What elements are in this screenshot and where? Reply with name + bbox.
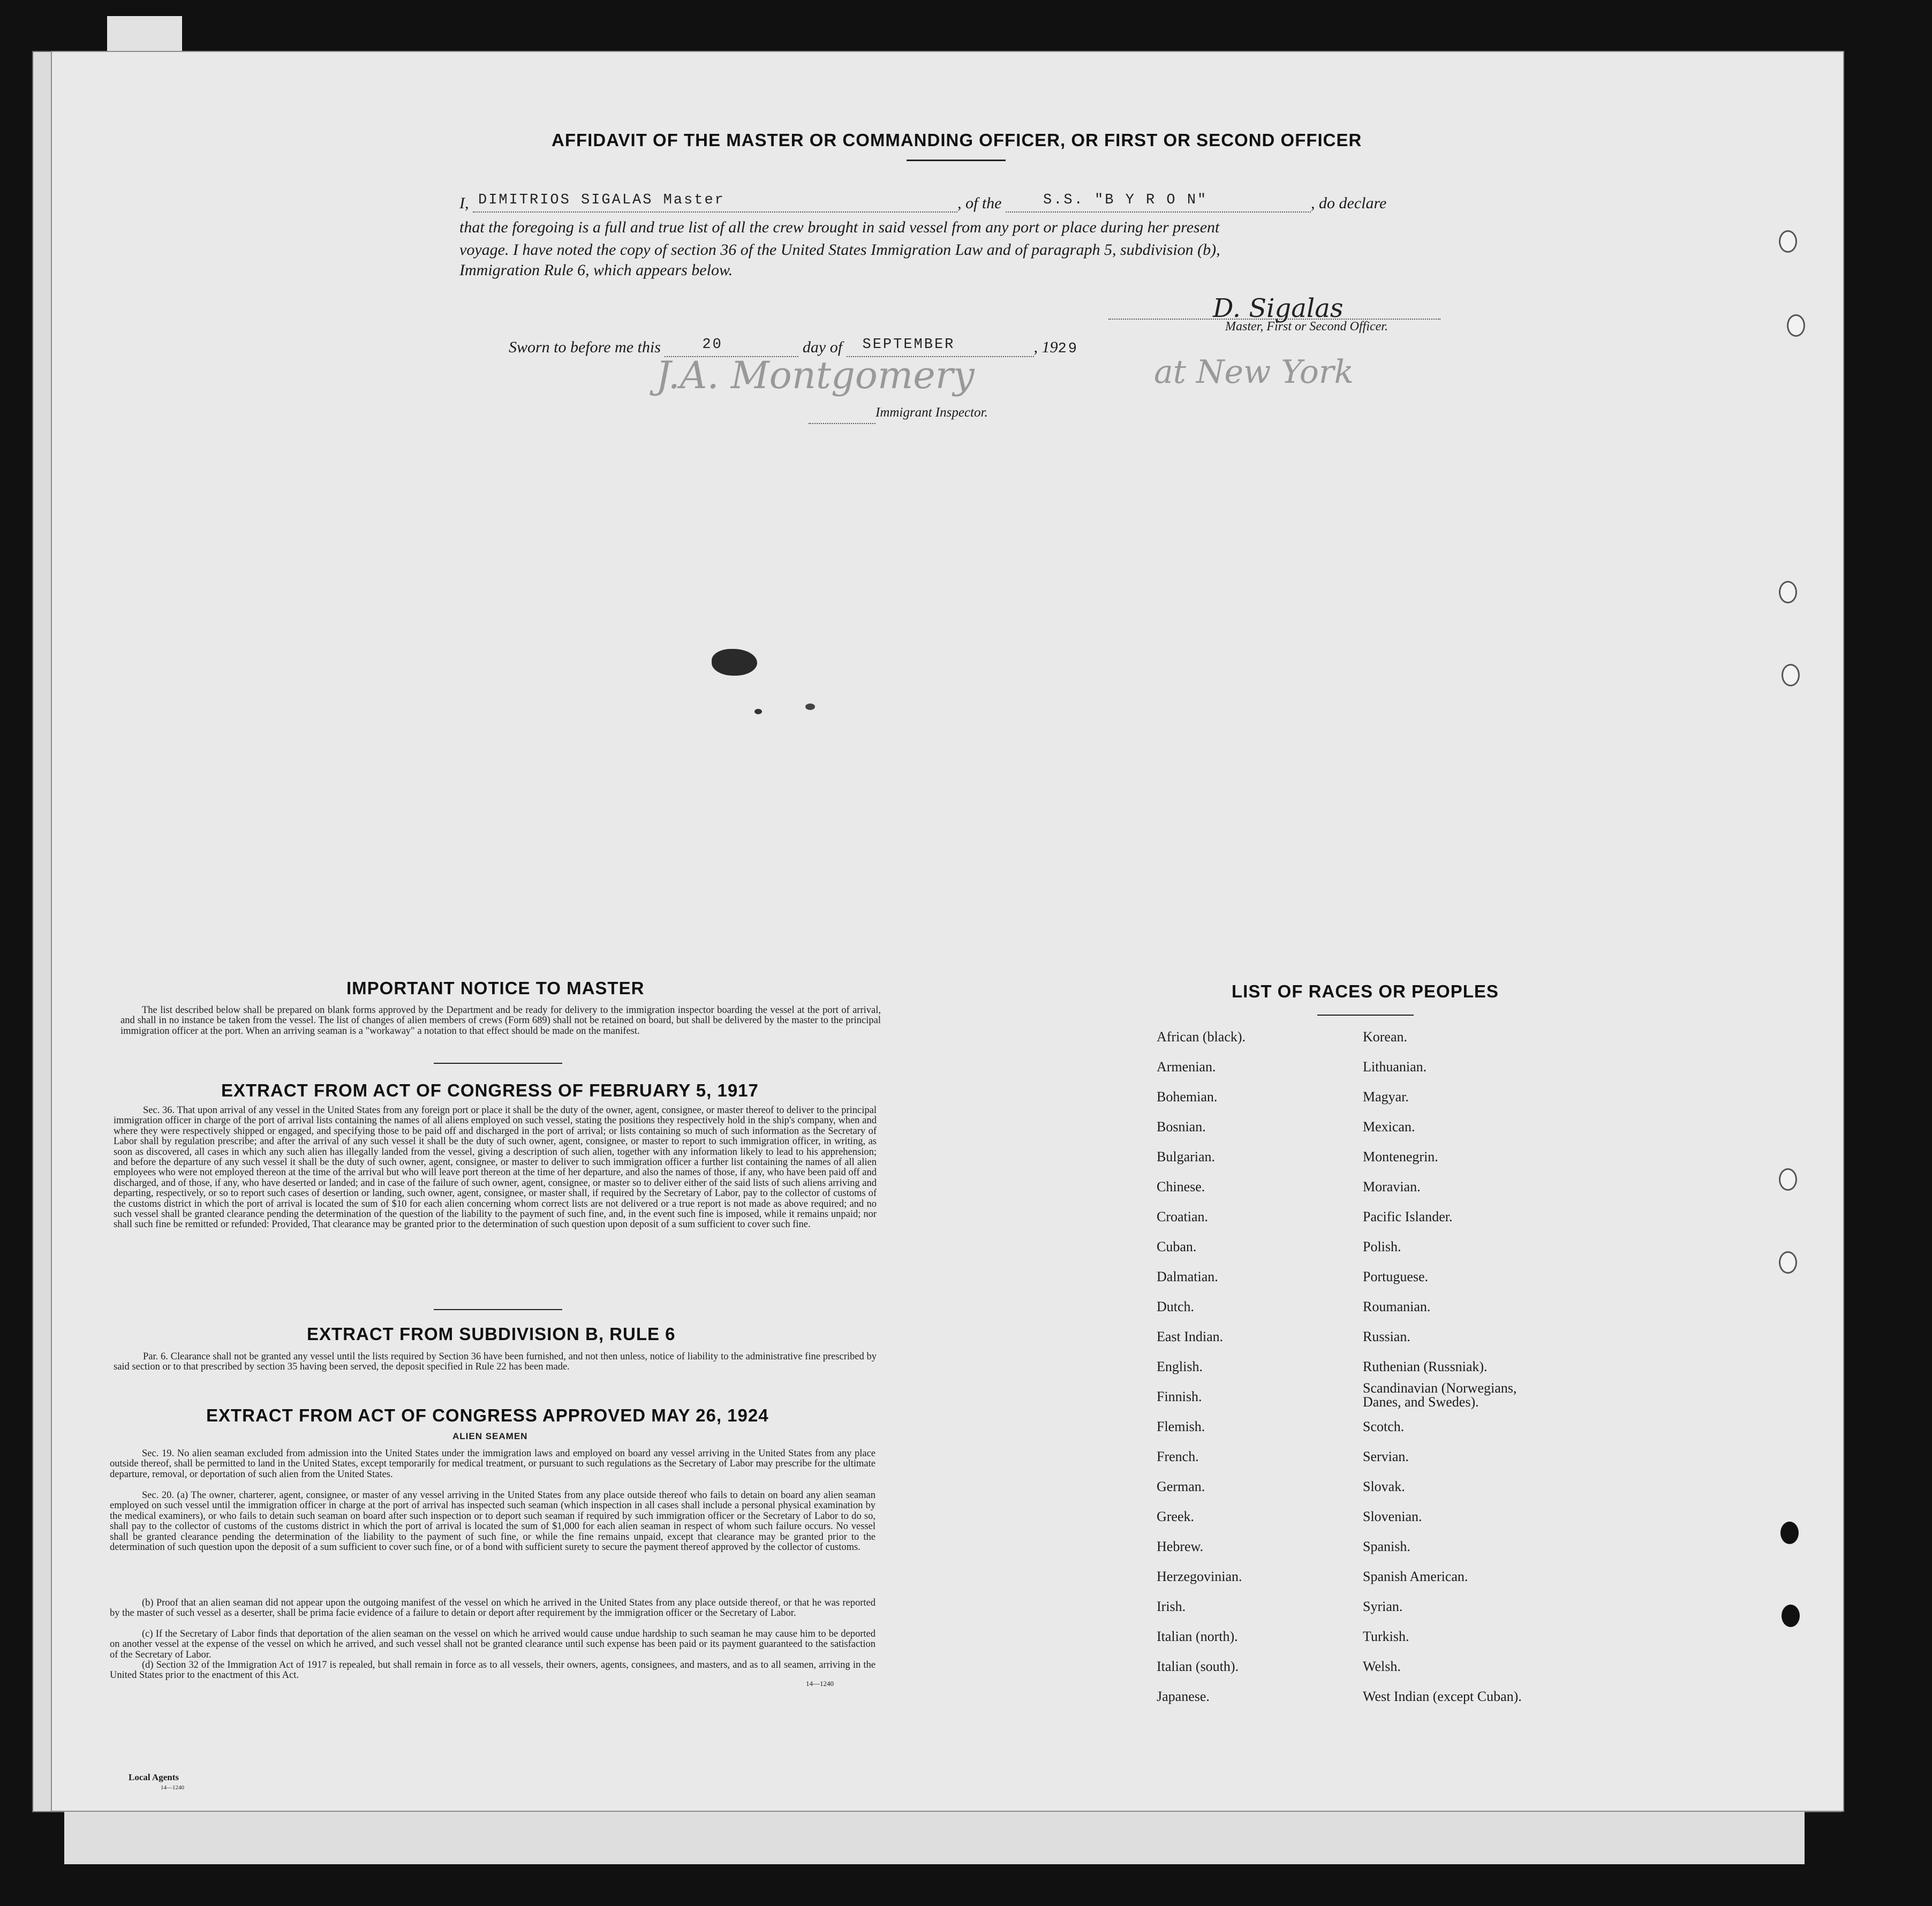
place-annotation: at New York	[1154, 353, 1354, 391]
notice-text: The list described below shall be prepared on blank forms approved by the Department and be ready for delivery to the immigration inspector boarding the vessel at the port of arrival, and shall in no instance be taken from the vessel. The list of changes of alien members of crews (Form 689) shall not be retained on board, but shall be delivered by the master to the principal immigration officer at the port. When an arriving seaman is a "workaway" a notation to that effect should be made on the manifest.	[120, 1005, 881, 1037]
race-item: Syrian.	[1363, 1599, 1403, 1614]
title-rule	[907, 160, 1006, 161]
punch-hole-icon	[1779, 1251, 1797, 1274]
do-declare-label: , do declare	[1311, 194, 1387, 212]
master-name: DIMITRIOS SIGALAS Master	[478, 192, 725, 208]
race-item: Dalmatian.	[1157, 1269, 1218, 1284]
affidavit-line-3: voyage. I have noted the copy of section 36 of the United States Immigration Law and of paragraph 5, subdivision (b),	[459, 241, 1220, 259]
extract-1924-sec20c: (c) If the Secretary of Labor finds that deportation of the alien seaman on the vessel on which he arrived would cause undue hardship to such seaman he may cause him to be deported on another vessel at the expense of the vessel on which he arrived, and such vessel shall not be granted clearance until such expense has been paid or its payment guaranteed to the satisfaction of the Secretary of Labor.	[110, 1629, 876, 1660]
punch-hole-icon	[1782, 1605, 1800, 1627]
race-item: Bosnian.	[1157, 1119, 1206, 1134]
notice-title: IMPORTANT NOTICE TO MASTER	[346, 978, 645, 998]
race-item: French.	[1157, 1449, 1199, 1464]
year-prefix: , 19	[1033, 338, 1058, 356]
of-the-label: , of the	[957, 194, 1002, 212]
race-item: Turkish.	[1363, 1629, 1409, 1644]
race-item: Greek.	[1157, 1509, 1195, 1524]
extract-rule6-title: EXTRACT FROM SUBDIVISION B, RULE 6	[307, 1324, 676, 1344]
extract-rule6-text: Par. 6. Clearance shall not be granted any vessel until the lists required by Section 36 have been furnished, and not then unless, notice of liability to the administrative fine prescribed by said section or to that prescribed by section 35 having been served, the deposit specified in Rule 22 has been made.	[114, 1351, 877, 1373]
extract-1924-sec20d: (d) Section 32 of the Immigration Act of 1917 is repealed, but shall remain in force as to all vessels, their owners, agents, consignees, and masters, and as to all seamen, arriving in the United States prior to the enactment of this Act.	[110, 1660, 876, 1681]
inspector-signature: J.A. Montgomery	[656, 353, 975, 397]
day-of-label: day of	[802, 338, 843, 356]
race-item: Herzegovinian.	[1157, 1569, 1242, 1584]
race-item: Portuguese.	[1363, 1269, 1429, 1284]
signature-caption: Master, First or Second Officer.	[1225, 320, 1388, 334]
race-item: Finnish.	[1157, 1389, 1202, 1404]
race-item: Italian (south).	[1157, 1659, 1239, 1674]
form-number: 14—1240	[806, 1680, 834, 1688]
race-item: English.	[1157, 1359, 1203, 1374]
extract-1917-title: EXTRACT FROM ACT OF CONGRESS OF FEBRUARY 5, 1917	[221, 1080, 759, 1100]
race-item: German.	[1157, 1479, 1205, 1494]
rule	[1317, 1015, 1414, 1016]
race-item: Japanese.	[1157, 1689, 1210, 1704]
race-item: Chinese.	[1157, 1179, 1205, 1194]
extract-1924-sec20a: Sec. 20. (a) The owner, charterer, agent, consignee, or master of any vessel arriving in the United States from any place outside thereof who fails to detain on board any alien seaman employed on such vessel until the immigration officer in charge at the port of arrival has inspected such seaman (which inspection in all cases shall include a personal physical examination by the medical examiners), or who fails to detain such seaman on board after such inspection or to deport such seaman if required by such immigration officer or the Secretary of Labor to do so, shall pay to the collector of customs of the customs district in which the port of arrival is located the sum of $1,000 for each alien seaman in respect of whom such failure occurs. No vessel shall be granted clearance pending the determination of the liability to the payment of such fine, or while the fine remains unpaid, except that clearance may be granted prior to the determination of such question upon the deposit of a sum sufficient to cover such fine, or of a bond with sufficient surety to secure the payment thereof approved by the collector of customs.	[110, 1490, 876, 1553]
race-item: Armenian.	[1157, 1059, 1216, 1075]
race-item: Cuban.	[1157, 1239, 1197, 1254]
affidavit-title: AFFIDAVIT OF THE MASTER OR COMMANDING OFFICER, OR FIRST OR SECOND OFFICER	[552, 130, 1362, 150]
race-item: Dutch.	[1157, 1299, 1195, 1314]
affidavit-line-4: Immigration Rule 6, which appears below.	[459, 261, 733, 279]
race-item: Russian.	[1363, 1329, 1410, 1344]
ink-blot	[712, 649, 757, 676]
race-item: Scandinavian (Norwegians, Danes, and Swedes).	[1363, 1380, 1517, 1410]
affidavit-line-2: that the foregoing is a full and true list of all the crew brought in said vessel from any port or place during her present	[459, 218, 1220, 236]
race-item: Magyar.	[1363, 1089, 1409, 1105]
sworn-year: 29	[1058, 341, 1078, 357]
footer-form-number: 14—1240	[161, 1784, 184, 1791]
punch-hole-icon	[1780, 1522, 1799, 1544]
race-item: Korean.	[1363, 1029, 1408, 1045]
master-signature: D. Sigalas	[1213, 293, 1344, 323]
race-item: Lithuanian.	[1363, 1059, 1427, 1075]
race-item: Servian.	[1363, 1449, 1409, 1464]
vessel-field	[1006, 192, 1311, 213]
sworn-day: 20	[702, 337, 723, 353]
sworn-label: Sworn to before me this	[509, 338, 661, 356]
punch-hole-icon	[1779, 230, 1797, 253]
inspector-caption: Immigrant Inspector.	[876, 405, 988, 420]
races-title: LIST OF RACES OR PEOPLES	[1232, 981, 1499, 1001]
extract-1917-text: Sec. 36. That upon arrival of any vessel in the United States from any foreign port or place it shall be the duty of the owner, agent, consignee, or master thereof to deliver to the principal immigration officer in charge of the port of arrival lists containing the names of all aliens employed on such vessel, stating the positions they respectively hold in the ship's company, when and where they were respectively shipped or engaged, and specifying those to be paid off and discharged in the port of arrival; or lists containing so much of such information as the Secretary of Labor shall by regulation prescribe; and after the arrival of any such vessel it shall be the duty of such owner, agent, consignee, or master to report to such immigration officer, in writing, as soon as discovered, all cases in which any such alien has illegally landed from the vessel, giving a description of such alien, together with any information likely to lead to his apprehension; and before the departure of any such vessel it shall be the duty of such owner, agent, consignee, or master to deliver to such immigration officer a further list containing the names of all alien employees who were not employed thereon at the time of the arrival but who will leave port thereon at the time of her departure, and also the names of those, if any, who have been paid off and discharged, and of those, if any, who have deserted or landed; and in case of the failure of such owner, agent, consignee, or master so to deliver either of the said lists of such aliens arriving and departing, respectively, or so to report such cases of desertion or landing, such owner, agent, consignee, or master shall, if required by the Secretary of Labor, pay to the collector of customs of the customs district in which the port of arrival is located the sum of $10 for each alien concerning whom correct lists are not delivered or a true report is not made as above required; and no such vessel shall be granted clearance pending the determination of the question of the liability to the payment of such fine, and, in the event such fine is imposed, while it remains unpaid; nor shall such fine be remitted or refunded: Provided, That clearance may be granted prior to the determination of such question upon deposit of a sum sufficient to cover such fine.	[114, 1105, 877, 1230]
alien-seamen-subtitle: ALIEN SEAMEN	[452, 1431, 528, 1441]
race-item: Roumanian.	[1363, 1299, 1431, 1314]
race-item: Pacific Islander.	[1363, 1209, 1453, 1224]
race-item: Hebrew.	[1157, 1539, 1204, 1554]
extract-1924-sec20b: (b) Proof that an alien seaman did not appear upon the outgoing manifest of the vessel on which he arrived in the United States from any place outside thereof, or that he was reported by the master of such vessel as a deserter, shall be prima facie evidence of a failure to detain or deport after requirement by the immigration officer or the Secretary of Labor.	[110, 1598, 876, 1619]
race-item: Slovenian.	[1363, 1509, 1422, 1524]
local-agents-label: Local Agents	[129, 1772, 179, 1782]
pronoun: I,	[459, 194, 469, 212]
race-item: Ruthenian (Russniak).	[1363, 1359, 1488, 1374]
inspector-line	[809, 423, 876, 424]
race-item: Slovak.	[1363, 1479, 1405, 1494]
race-item: African (black).	[1157, 1029, 1246, 1045]
sworn-month: SEPTEMBER	[862, 337, 955, 353]
race-item: Bulgarian.	[1157, 1149, 1216, 1164]
race-item: Polish.	[1363, 1239, 1401, 1254]
race-item: Spanish American.	[1363, 1569, 1468, 1584]
punch-hole-icon	[1782, 664, 1800, 686]
punch-hole-icon	[1779, 1168, 1797, 1191]
race-item: Moravian.	[1363, 1179, 1421, 1194]
affidavit-line-1	[459, 194, 1386, 213]
race-item: Croatian.	[1157, 1209, 1209, 1224]
rule	[434, 1063, 562, 1064]
extract-1924-sec19: Sec. 19. No alien seaman excluded from admission into the United States under the immigration laws and employed on board any vessel arriving in the United States from any place outside thereof, shall be permitted to land in the United States, except temporarily for medical treatment, or pursuant to such regulations as the Secretary of Labor may prescribe for the ultimate departure, removal, or deportation of such alien from the United States.	[110, 1448, 876, 1480]
race-item: Spanish.	[1363, 1539, 1410, 1554]
race-item: Italian (north).	[1157, 1629, 1238, 1644]
race-item: Welsh.	[1363, 1659, 1401, 1674]
ink-speck	[805, 704, 815, 710]
race-item: Mexican.	[1363, 1119, 1415, 1134]
rule	[434, 1309, 562, 1310]
extract-1924-title: EXTRACT FROM ACT OF CONGRESS APPROVED MAY 26, 1924	[206, 1405, 769, 1425]
race-item: Montenegrin.	[1363, 1149, 1438, 1164]
vessel-name: S.S. "B Y R O N"	[1043, 192, 1208, 208]
master-name-field	[473, 192, 957, 213]
ink-speck	[754, 709, 762, 714]
race-item: Irish.	[1157, 1599, 1186, 1614]
punch-hole-icon	[1779, 581, 1797, 603]
race-item: Bohemian.	[1157, 1089, 1218, 1105]
race-item: West Indian (except Cuban).	[1363, 1689, 1522, 1704]
race-item: East Indian.	[1157, 1329, 1224, 1344]
punch-hole-icon	[1787, 314, 1805, 337]
race-item: Scotch.	[1363, 1419, 1405, 1434]
race-item: Flemish.	[1157, 1419, 1205, 1434]
